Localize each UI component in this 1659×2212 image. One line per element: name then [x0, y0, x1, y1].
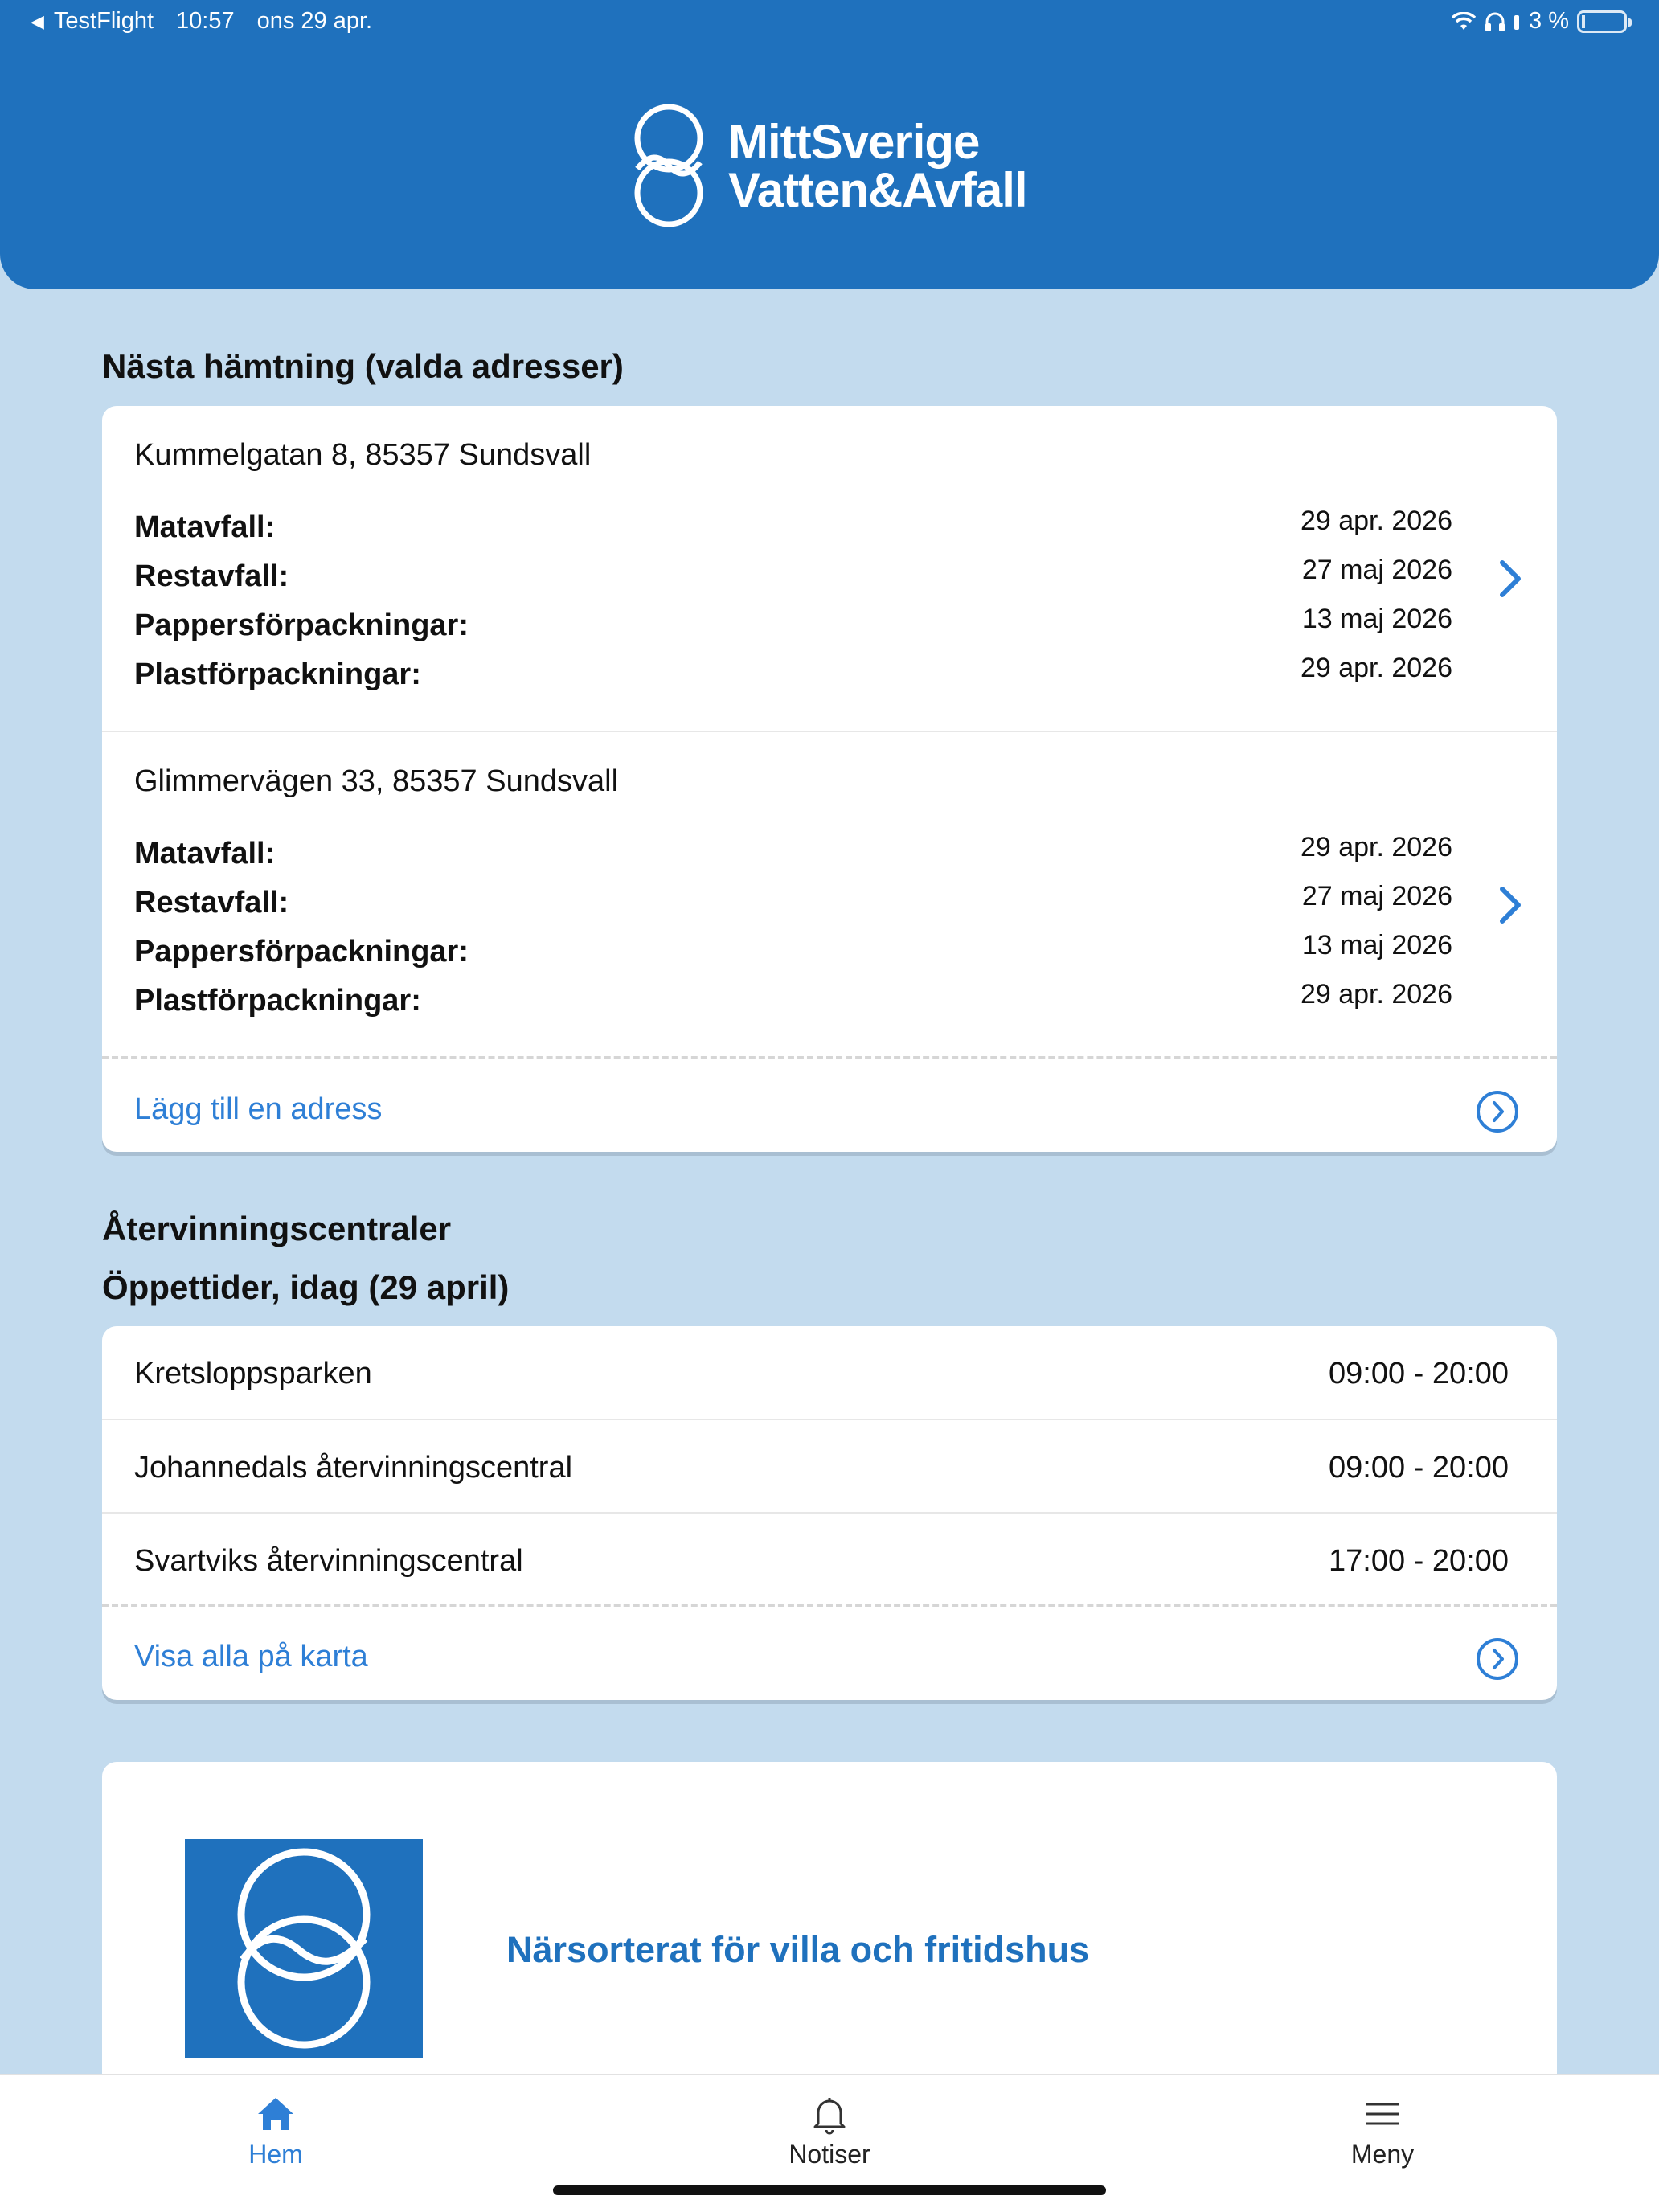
waste-label: Pappersförpackningar: [134, 935, 469, 969]
battery-icon [1577, 10, 1627, 33]
promo-card[interactable] [102, 1762, 1557, 2099]
back-app-label[interactable]: TestFlight [53, 8, 154, 34]
add-address-label[interactable]: Lägg till en adress [134, 1092, 383, 1126]
add-address-link[interactable] [102, 1070, 1557, 1150]
recycling-section-title: Återvinningscentraler [102, 1210, 452, 1247]
waste-row-paper [134, 600, 1452, 649]
waste-date: 29 apr. 2026 [1300, 653, 1452, 683]
waste-date: 27 maj 2026 [1301, 555, 1452, 585]
waste-label: Pappersförpackningar: [134, 608, 469, 642]
address-block[interactable] [102, 406, 1557, 731]
brand-line-2: Vatten&Avfall [728, 163, 1027, 217]
tab-home-label[interactable]: Hem [248, 2140, 303, 2169]
chevron-right-icon[interactable] [1494, 555, 1526, 603]
recycling-center-row[interactable] [102, 1420, 1557, 1514]
pickup-section-title: Nästa hämtning (valda adresser) [102, 347, 624, 385]
waste-label: Restavfall: [134, 559, 289, 593]
status-time: 10:57 [176, 8, 235, 34]
headphones-icon [1484, 11, 1506, 32]
bell-icon[interactable] [807, 2091, 852, 2136]
waste-label: Matavfall: [134, 510, 276, 544]
tab-home[interactable] [155, 2091, 396, 2169]
show-map-link[interactable] [102, 1617, 1557, 1698]
address-title: Kummelgatan 8, 85357 Sundsvall [134, 438, 592, 472]
back-arrow-icon[interactable]: ◀ [31, 10, 44, 31]
center-hours: 09:00 - 20:00 [1329, 1451, 1509, 1485]
recycling-center-row[interactable] [102, 1326, 1557, 1419]
address-title: Glimmervägen 33, 85357 Sundsvall [134, 764, 619, 798]
waste-date: 29 apr. 2026 [1300, 506, 1452, 536]
address-block[interactable] [102, 732, 1557, 1058]
battery-percent: 3 % [1529, 8, 1569, 34]
circle-chevron-right-icon[interactable] [1475, 1089, 1520, 1134]
home-icon[interactable] [253, 2091, 298, 2136]
signal-bar-icon [1514, 12, 1521, 31]
pickup-card [102, 406, 1557, 1152]
hamburger-menu-icon[interactable] [1360, 2091, 1405, 2136]
app-header [0, 0, 1659, 289]
recycling-section-subtitle: Öppettider, idag (29 april) [102, 1268, 510, 1306]
waste-date: 27 maj 2026 [1301, 881, 1452, 911]
wifi-icon [1452, 12, 1476, 31]
recycling-center-row[interactable] [102, 1514, 1557, 1607]
circle-chevron-right-icon[interactable] [1475, 1636, 1520, 1682]
waste-label: Restavfall: [134, 886, 289, 920]
center-hours: 09:00 - 20:00 [1329, 1357, 1509, 1391]
show-map-label[interactable]: Visa alla på karta [134, 1640, 368, 1673]
chevron-right-icon[interactable] [1494, 881, 1526, 929]
waste-row-paper [134, 927, 1452, 975]
home-indicator[interactable] [553, 2185, 1106, 2195]
waste-row-residual [134, 878, 1452, 926]
dashed-divider [102, 1604, 1557, 1607]
dashed-divider [102, 1056, 1557, 1059]
tab-menu-label[interactable]: Meny [1350, 2140, 1415, 2169]
status-date: ons 29 apr. [256, 8, 373, 34]
waste-row-plastic [134, 976, 1452, 1024]
center-name: Kretsloppsparken [134, 1357, 372, 1391]
brand-name [728, 115, 1027, 217]
waste-label: Plastförpackningar: [134, 657, 421, 691]
waste-date: 13 maj 2026 [1301, 930, 1452, 961]
recycling-card [102, 1326, 1557, 1700]
center-hours: 17:00 - 20:00 [1329, 1544, 1509, 1578]
waste-row-food [134, 829, 1452, 877]
status-bar [0, 0, 1659, 48]
brand-mark-icon [185, 1839, 423, 2058]
waste-date: 13 maj 2026 [1301, 604, 1452, 634]
tab-menu[interactable] [1262, 2091, 1503, 2169]
waste-date: 29 apr. 2026 [1300, 832, 1452, 862]
promo-logo [185, 1839, 423, 2058]
waste-date: 29 apr. 2026 [1300, 979, 1452, 1010]
brand-mark-icon [629, 104, 709, 228]
waste-row-residual [134, 551, 1452, 600]
tab-notifications[interactable] [709, 2091, 950, 2169]
brand-line-1: MittSverige [728, 115, 980, 169]
center-name: Johannedals återvinningscentral [134, 1451, 573, 1485]
waste-row-plastic [134, 649, 1452, 698]
center-name: Svartviks återvinningscentral [134, 1544, 523, 1578]
tab-notifications-label[interactable]: Notiser [789, 2140, 870, 2169]
waste-row-food [134, 502, 1452, 551]
waste-label: Plastförpackningar: [134, 984, 421, 1018]
promo-title[interactable]: Närsorterat för villa och fritidshus [506, 1929, 1090, 1970]
brand-logo [629, 104, 1027, 228]
waste-label: Matavfall: [134, 837, 276, 870]
